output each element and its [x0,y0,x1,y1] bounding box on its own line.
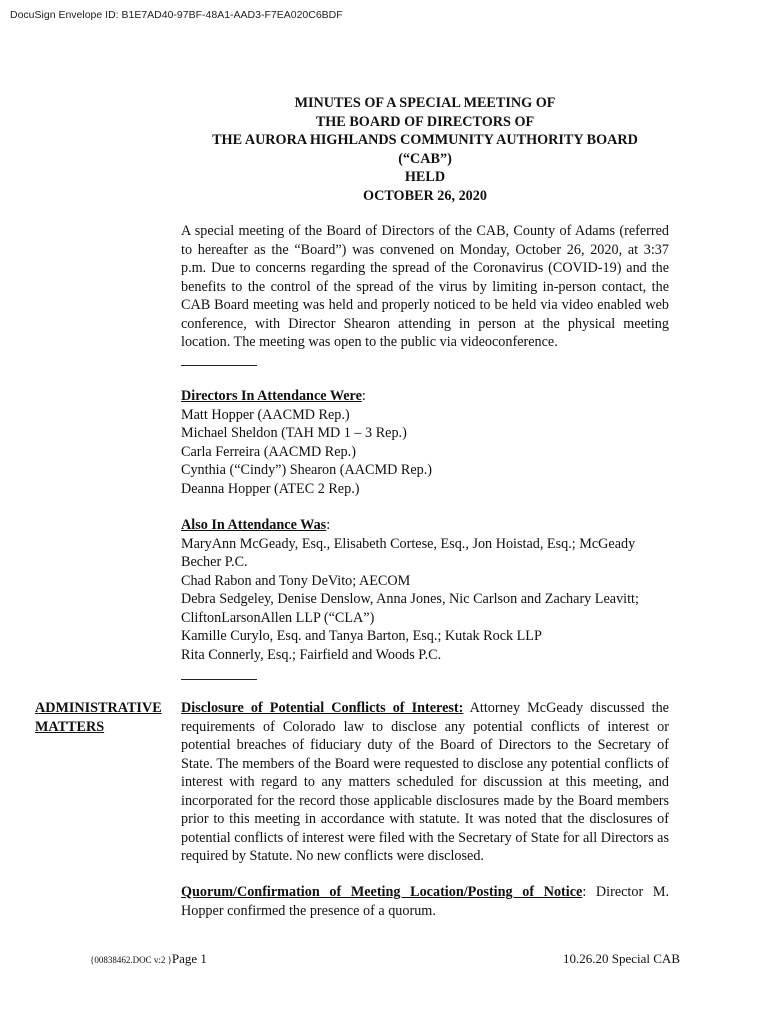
document-title [170,94,680,206]
footer-left [90,951,207,967]
attendee-item: Kamille Curylo, Esq. and Tanya Barton, Esq.; Kutak Rock LLP [181,628,542,644]
attendee-item: Rita Connerly, Esq.; Fairfield and Woods P.C. [181,646,442,663]
quorum-paragraph [181,883,669,920]
section-heading-line: MATTERS [35,718,105,735]
section-heading-administrative-matters [35,699,162,736]
attendee-item: MaryAnn McGeady, Esq., Elisabeth Cortese, Esq., Jon Hoistad, Esq.; McGeady Becher P.C. [181,535,636,570]
title-line: THE BOARD OF DIRECTORS OF [315,113,535,130]
also-attendance-heading: Also In Attendance Was [181,517,327,533]
director-item: Matt Hopper (AACMD Rep.) [181,406,350,423]
title-line: (“CAB”) [398,150,452,167]
directors-heading: Directors In Attendance Were [181,388,362,404]
title-line: MINUTES OF A SPECIAL MEETING OF [294,95,556,111]
section-heading-line: ADMINISTRATIVE [35,700,162,716]
disclosure-text: Attorney McGeady discussed the requirements of Colorado law to disclose any potential conflicts of interest or potential breaches of fiduciary duty of the Board of Directors to the Secretary of State. The members of the Board were requested to disclose any potential conflicts of interest with regard to any matters scheduled for discussion at this meeting, and incorporated for the record those applicable disclosures made by the Board members prior to this meeting in accordance with statute. It was noted that the disclosures of potential conflicts of interest were filed with the Secretary of State for all Directors as required by Statute. No new conflicts were disclosed. [181,700,669,864]
disclosure-paragraph [181,699,669,866]
quorum-heading: Quorum/Confirmation of Meeting Location/Posting of Notice [181,884,583,900]
also-attendance-heading-line [181,516,669,535]
title-line: THE AURORA HIGHLANDS COMMUNITY AUTHORITY BOARD [212,132,638,149]
director-item: Michael Sheldon (TAH MD 1 – 3 Rep.) [181,425,407,441]
footer-right: 10.26.20 Special CAB [563,951,680,966]
divider [181,679,257,680]
disclosure-heading: Disclosure of Potential Conflicts of Interest: [181,700,464,716]
title-line: HELD [404,169,446,186]
footer-doc-ref: {00838462.DOC v:2 } [90,955,172,965]
directors-heading-colon: : [361,388,366,404]
quorum-text: : Director M. Hopper confirmed the presence of a quorum. [181,884,669,919]
directors-section [181,387,669,498]
attendee-item: Debra Sedgeley, Denise Denslow, Anna Jones, Nic Carlson and Zachary Leavitt; CliftonLarsonAllen LLP (“CLA”) [181,591,639,626]
directors-heading-line [181,387,669,406]
intro-paragraph: A special meeting of the Board of Directors of the CAB, County of Adams (referred to hereafter as the “Board”) was convened on Monday, October 26, 2020, at 3:37 p.m. Due to concerns regarding the spread of the Coronavirus (COVID-19) and the benefits to the control of the spread of the virus by limiting in-person contact, the CAB Board meeting was held and properly noticed to be held via video enabled web conference, with Director Shearon attending in person at the physical meeting location. The meeting was open to the public via videoconference. [181,223,669,350]
title-line: OCTOBER 26, 2020 [363,187,487,204]
also-attendance-section [181,516,669,664]
footer-page-number: Page 1 [171,951,207,966]
attendee-item: Chad Rabon and Tony DeVito; AECOM [181,572,411,589]
director-item: Deanna Hopper (ATEC 2 Rep.) [181,480,360,497]
docusign-envelope-id: DocuSign Envelope ID: B1E7AD40-97BF-48A1-AAD3-F7EA020C6BDF [10,9,343,21]
also-attendance-heading-colon: : [326,517,331,533]
divider [181,365,257,366]
director-item: Carla Ferreira (AACMD Rep.) [181,443,356,460]
director-item: Cynthia (“Cindy”) Shearon (AACMD Rep.) [181,462,432,478]
